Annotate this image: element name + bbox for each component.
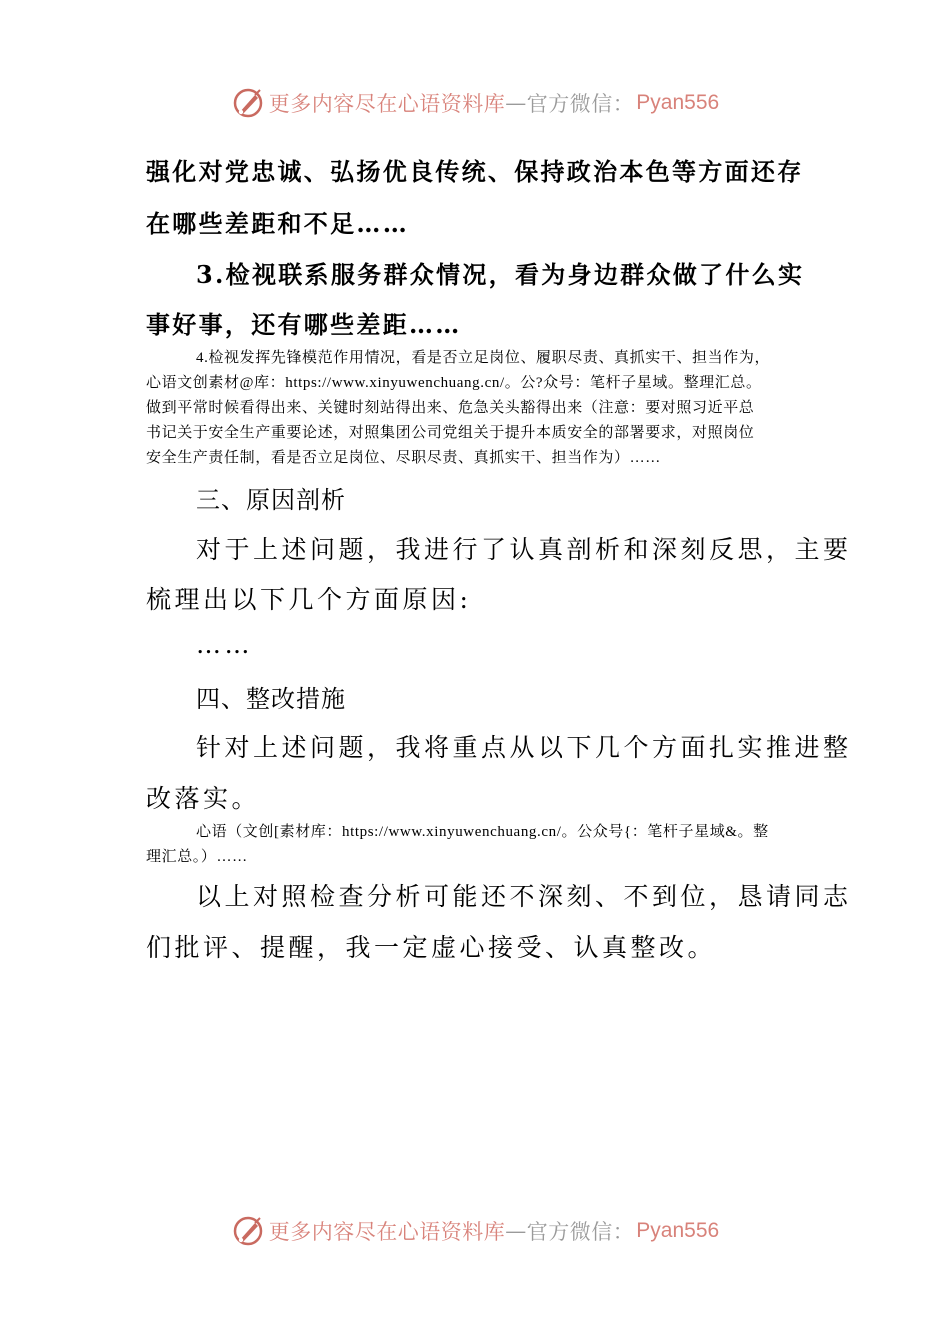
paragraph-4-line-1: 针对上述问题，我将重点从以下几个方面扎实推进整 [196,733,852,762]
ellipsis-line: …… [196,630,253,659]
section-3-title: 三、原因剖析 [196,486,346,514]
note-2-line-2: 理汇总。）…… [146,849,248,865]
note-1-line-1: 4.检视发挥先锋模范作用情况，看是否立足岗位、履职尽责、真抓实干、担当作为， [196,350,771,366]
footer-banner-id: Pyan556 [636,1219,720,1242]
header-banner-dash: — [505,91,527,115]
footer-banner-sub: 官方微信： [526,1220,635,1244]
header-banner-id: Pyan556 [636,91,720,114]
paragraph-5-line-2: 们批评、提醒，我一定虚心接受、认真整改。 [146,933,717,962]
paragraph-2-line-1: 3.检视联系服务群众情况，看为身边群众做了什么实 [196,260,805,289]
footer-banner-dash: — [505,1219,527,1243]
note-2-line-1: 心语（文创[素材库：https://www.xinyuwenchuang.cn/。公众号{：笔杆子星域&。整 [196,824,769,840]
paragraph-1-line-1: 强化对党忠诚、弘扬优良传统、保持政治本色等方面还存 [146,157,804,186]
header-banner-sub: 官方微信： [526,92,635,116]
paragraph-5-line-1: 以上对照检查分析可能还不深刻、不到位，恳请同志 [196,882,852,911]
footer-banner [0,1211,950,1251]
pen-logo-icon [231,86,265,120]
note-1-line-5: 安全生产责任制，看是否立足岗位、尽职尽责、真抓实干、担当作为）…… [146,450,661,466]
header-banner [0,83,950,123]
pen-logo-icon [231,1214,265,1248]
paragraph-2-line-2: 事好事，还有哪些差距…… [146,310,462,339]
section-4-title: 四、整改措施 [196,685,346,713]
note-1-line-2: 心语文创素材@库：https://www.xinyuwenchuang.cn/。公?众号：笔杆子星域。整理汇总。 [146,375,762,391]
note-1-line-4: 书记关于安全生产重要论述，对照集团公司党组关于提升本质安全的部署要求，对照岗位 [146,425,755,441]
paragraph-4-line-2: 改落实。 [146,784,261,813]
paragraph-3-line-2: 梳理出以下几个方面原因: [146,585,472,614]
paragraph-3-line-1: 对于上述问题，我进行了认真剖析和深刻反思，主要 [196,535,852,564]
footer-banner-main: 更多内容尽在心语资料库 [268,1220,506,1244]
header-banner-main: 更多内容尽在心语资料库 [268,92,506,116]
paragraph-1-line-2: 在哪些差距和不足…… [146,209,409,238]
note-1-line-3: 做到平常时候看得出来、关键时刻站得出来、危急关头豁得出来（注意：要对照习近平总 [146,400,755,416]
